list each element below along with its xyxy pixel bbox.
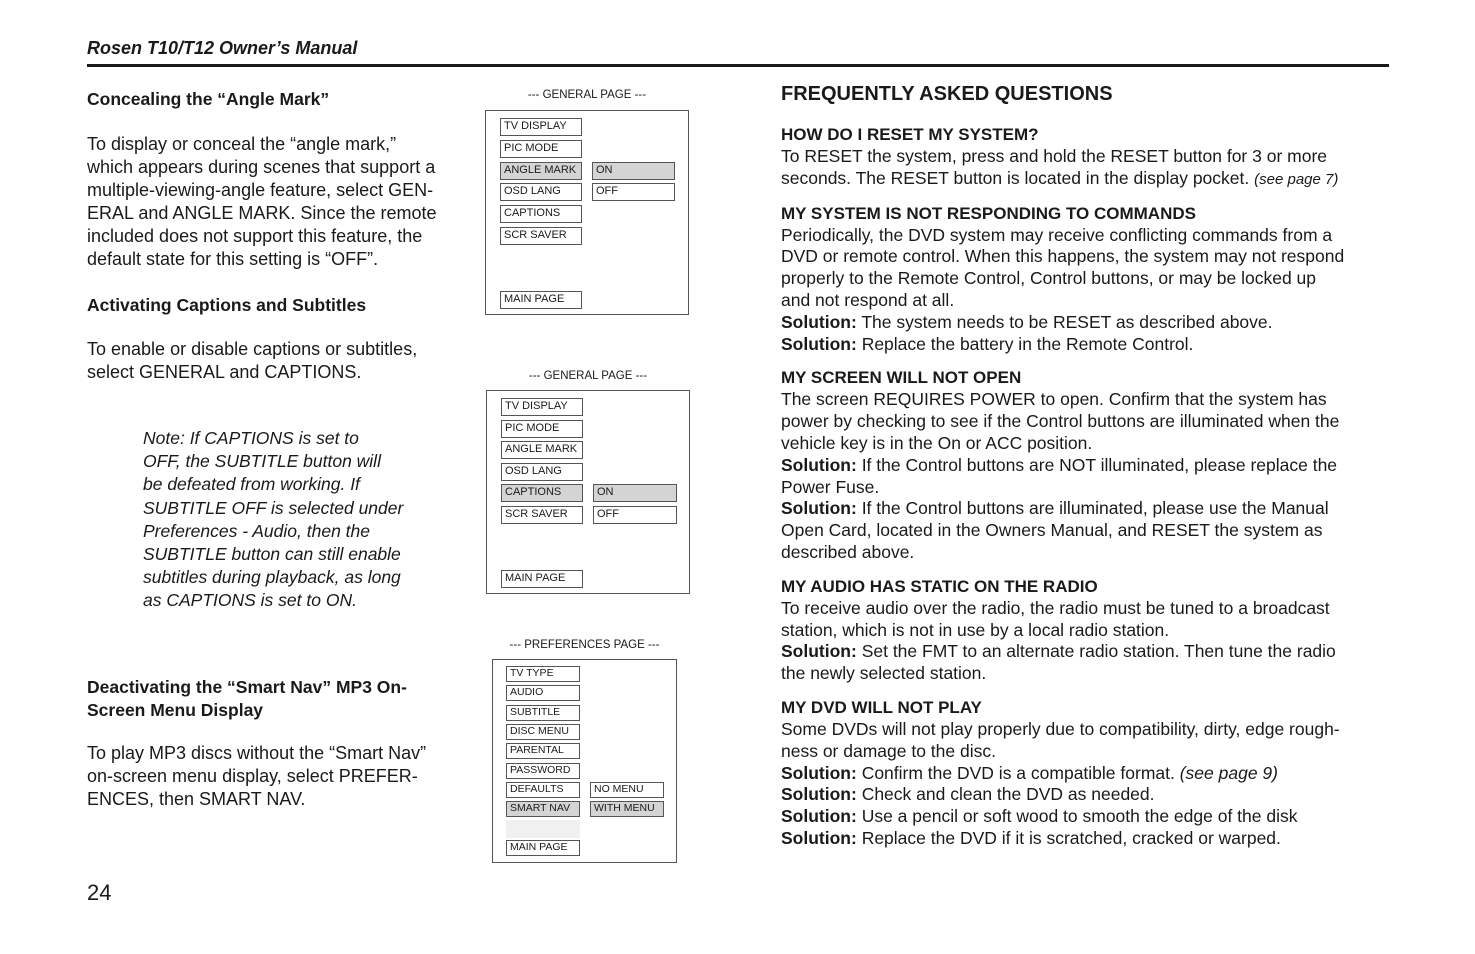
faq-question: MY DVD WILL NOT PLAY (781, 697, 982, 717)
solution-text: If the Control buttons are NOT illuminated, please replace the (861, 454, 1338, 475)
menu-item-main-page: MAIN PAGE (506, 840, 580, 856)
option-with-menu: WITH MENU (590, 801, 664, 817)
faq-section (781, 82, 1411, 862)
angle-mark-heading: Concealing the “Angle Mark” (87, 89, 330, 109)
note-line: Preferences - Audio, then the (143, 520, 370, 541)
faq-question: MY AUDIO HAS STATIC ON THE RADIO (781, 576, 1098, 596)
solution-label: Solution: (781, 784, 857, 805)
solution-text: Replace the DVD if it is scratched, cracked or warped. (861, 827, 1281, 848)
text-line: To enable or disable captions or subtitles, (87, 339, 418, 359)
faq-title: FREQUENTLY ASKED QUESTIONS (781, 83, 1113, 105)
note-line: Note: If CAPTIONS is set to (143, 428, 359, 448)
solution-text: Use a pencil or soft wood to smooth the edge of the disk (861, 806, 1298, 827)
page-reference: (see page 7) (1254, 170, 1339, 188)
text-line: Power Fuse. (781, 476, 880, 497)
option-off: OFF (593, 506, 677, 524)
text-line: DVD or remote control. When this happens, the system may not respond (781, 246, 1345, 267)
text-line: multiple-viewing-angle feature, select GEN- (87, 180, 434, 200)
faq-question: HOW DO I RESET MY SYSTEM? (781, 125, 1039, 144)
text-line: Open Card, located in the Owners Manual, and RESET the system as (781, 520, 1323, 541)
faq-item-screen (781, 367, 1411, 563)
faq-answer (781, 719, 1411, 850)
faq-item-audio (781, 576, 1411, 685)
text-line: select GENERAL and CAPTIONS. (87, 362, 362, 382)
header-rule (87, 64, 1389, 67)
text-line: To receive audio over the radio, the radio must be tuned to a broadcast (781, 597, 1330, 618)
page-number: 24 (87, 880, 112, 905)
menu-item-tv-display: TV DISPLAY (501, 398, 583, 416)
text-line: described above. (781, 541, 915, 562)
solution-text: Check and clean the DVD as needed. (861, 784, 1155, 805)
captions-heading: Activating Captions and Subtitles (87, 295, 367, 315)
text-line: the newly selected station. (781, 663, 987, 684)
text-line: To display or conceal the “angle mark,” (87, 134, 397, 154)
text-line: station, which is not in use by a local radio station. (781, 619, 1170, 640)
smart-nav-body (87, 742, 426, 811)
faq-answer (781, 389, 1411, 563)
menu-item-angle-mark: ANGLE MARK (500, 162, 582, 180)
manual-title: Rosen T10/T12 Owner’s Manual (87, 38, 358, 58)
menu-item-pic-mode: PIC MODE (500, 140, 582, 158)
menu-item-main-page: MAIN PAGE (501, 570, 583, 588)
option-no-menu: NO MENU (590, 782, 664, 798)
solution-text: If the Control buttons are illuminated, please use the Manual (861, 498, 1329, 519)
general-page-menu-diagram (486, 390, 690, 594)
solution-text: The system needs to be RESET as described above. (861, 311, 1273, 332)
menu-item-disc-menu: DISC MENU (506, 724, 580, 740)
menu-item-scr-saver: SCR SAVER (500, 227, 582, 245)
note-line: SUBTITLE button can still enable (143, 544, 401, 565)
note-line: SUBTITLE OFF is selected under (143, 497, 404, 518)
menu-item-osd-lang: OSD LANG (500, 183, 582, 201)
text-line: on-screen menu display, select PREFER- (87, 766, 418, 786)
solution-text: Replace the battery in the Remote Control. (861, 333, 1194, 354)
preferences-page-title: --- PREFERENCES PAGE --- (509, 639, 660, 651)
menu-item-osd-lang: OSD LANG (501, 463, 583, 481)
solution-line (781, 455, 1411, 477)
text-line: and not respond at all. (781, 289, 955, 310)
faq-question: MY SYSTEM IS NOT RESPONDING TO COMMANDS (781, 203, 1196, 223)
text-line: Some DVDs will not play properly due to compatibility, dirty, edge rough- (781, 718, 1340, 739)
text-line: Periodically, the DVD system may receive conflicting commands from a (781, 224, 1333, 245)
menu-blank-row (506, 820, 580, 838)
option-off: OFF (592, 183, 675, 201)
solution-line (781, 312, 1411, 334)
solution-line (781, 828, 1411, 850)
menu-item-pic-mode: PIC MODE (501, 420, 583, 438)
faq-answer (781, 598, 1411, 685)
text-line: vehicle key is in the On or ACC position. (781, 432, 1093, 453)
menu-item-captions: CAPTIONS (501, 484, 583, 502)
text-line: To RESET the system, press and hold the RESET button for 3 or more (781, 146, 1328, 166)
text-line (781, 168, 1411, 191)
solution-line (781, 498, 1411, 520)
heading-line: Screen Menu Display (87, 700, 264, 720)
general-page-title: --- GENERAL PAGE --- (527, 89, 647, 101)
solution-line (781, 806, 1411, 828)
text-line: power by checking to see if the Control buttons are illuminated when the (781, 411, 1340, 432)
faq-answer (781, 146, 1411, 191)
text-line: To play MP3 discs without the “Smart Nav” (87, 743, 427, 763)
menu-item-defaults: DEFAULTS (506, 782, 580, 798)
solution-label: Solution: (781, 806, 857, 827)
faq-question: MY SCREEN WILL NOT OPEN (781, 368, 1022, 388)
note-line: be defeated from working. If (143, 474, 360, 495)
menu-item-tv-type: TV TYPE (506, 666, 580, 682)
faq-item-reset (781, 124, 1411, 191)
solution-label: Solution: (781, 641, 857, 662)
text-line: included does not support this feature, the (87, 226, 423, 246)
solution-line (781, 641, 1411, 663)
smart-nav-heading (87, 676, 407, 722)
angle-mark-body (87, 133, 437, 271)
note-line: OFF, the SUBTITLE button will (143, 451, 381, 472)
menu-item-password: PASSWORD (506, 763, 580, 779)
general-page-menu-diagram (485, 110, 689, 315)
menu-item-smart-nav: SMART NAV (506, 801, 580, 817)
note-line: as CAPTIONS is set to ON. (143, 590, 357, 611)
solution-label: Solution: (781, 454, 857, 475)
solution-label: Solution: (781, 827, 857, 848)
solution-text: Set the FMT to an alternate radio station. Then tune the radio (861, 641, 1336, 662)
menu-item-audio: AUDIO (506, 685, 580, 701)
text-line: ness or damage to the disc. (781, 740, 996, 761)
menu-item-subtitle: SUBTITLE (506, 705, 580, 721)
heading-line: Deactivating the “Smart Nav” MP3 On- (87, 677, 407, 697)
solution-line (781, 334, 1411, 356)
option-on: ON (592, 162, 675, 180)
solution-label: Solution: (781, 311, 857, 332)
solution-label: Solution: (781, 333, 857, 354)
option-on: ON (593, 484, 677, 502)
solution-line (781, 784, 1411, 806)
preferences-page-menu-diagram (492, 659, 677, 863)
menu-item-parental: PARENTAL (506, 743, 580, 759)
page-reference: (see page 9) (1179, 762, 1278, 783)
solution-label: Solution: (781, 498, 857, 519)
menu-item-main-page: MAIN PAGE (500, 291, 582, 309)
captions-body (87, 338, 417, 384)
text-line: The screen REQUIRES POWER to open. Confirm that the system has (781, 389, 1327, 410)
menu-item-tv-display: TV DISPLAY (500, 118, 582, 136)
note-line: subtitles during playback, as long (143, 567, 401, 588)
faq-answer (781, 225, 1411, 356)
text-line: ERAL and ANGLE MARK. Since the remote (87, 203, 437, 223)
text-span: seconds. The RESET button is located in the display pocket. (781, 167, 1250, 188)
text-line: which appears during scenes that support a (87, 157, 436, 177)
menu-item-angle-mark: ANGLE MARK (501, 441, 583, 459)
text-line: ENCES, then SMART NAV. (87, 789, 306, 809)
general-page-title: --- GENERAL PAGE --- (528, 370, 648, 382)
text-line: default state for this setting is “OFF”. (87, 249, 379, 269)
text-line: properly to the Remote Control, Control buttons, or may be locked up (781, 268, 1316, 289)
faq-item-not-responding (781, 203, 1411, 356)
menu-item-scr-saver: SCR SAVER (501, 506, 583, 524)
solution-text: Confirm the DVD is a compatible format. (861, 762, 1175, 783)
faq-item-dvd (781, 697, 1411, 850)
menu-item-captions: CAPTIONS (500, 205, 582, 223)
solution-label: Solution: (781, 762, 857, 783)
captions-note (143, 427, 403, 613)
solution-line (781, 763, 1411, 785)
